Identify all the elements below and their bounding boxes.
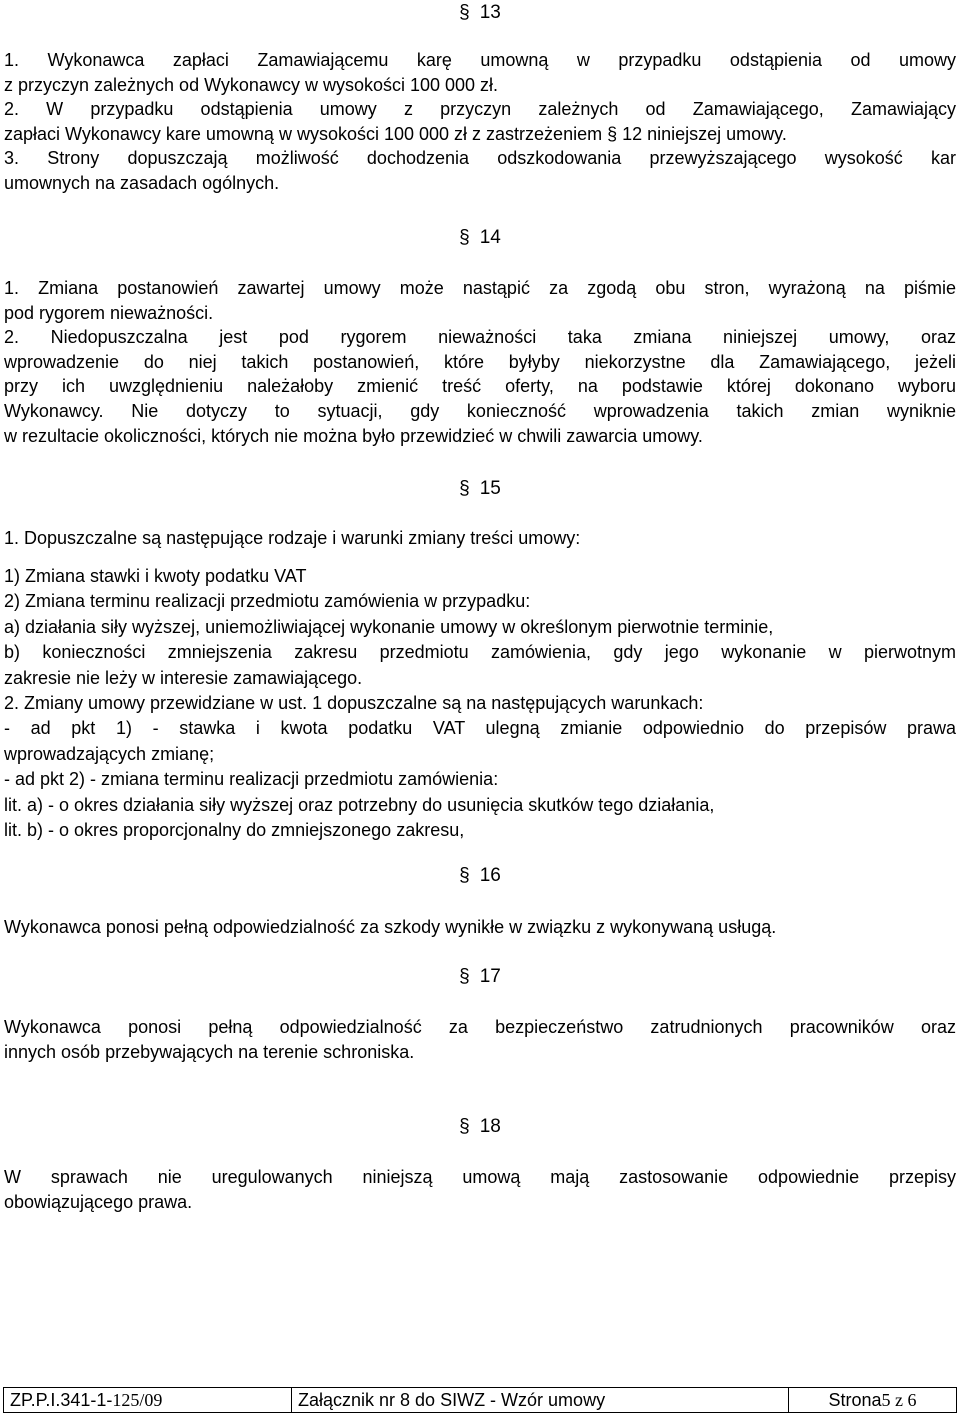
section-symbol: §: [459, 966, 470, 987]
section-number: 17: [479, 966, 501, 987]
text-line: pod rygorem nieważności.: [4, 302, 214, 323]
page-total: 6: [907, 1389, 917, 1410]
section-symbol: §: [459, 2, 470, 23]
text-line: 2) Zmiana terminu realizacji przedmiotu zamówienia w przypadku:: [4, 591, 531, 612]
text-line: lit. b) - o okres proporcjonalny do zmniejszonego zakresu,: [4, 820, 465, 841]
text-line: zapłaci Wykonawcy kare umowną w wysokości 100 000 zł z zastrzeżeniem § 12 niniejszej umowy.: [4, 123, 787, 144]
text-line: b) konieczności zmniejszenia zakresu przedmiotu zamówienia, gdy jego wykonanie w pierwotnym: [4, 642, 956, 663]
text-line: 1) Zmiana stawki i kwoty podatku VAT: [4, 566, 307, 586]
text-line: 1. Wykonawca zapłaci Zamawiającemu karę umowną w przypadku odstąpienia od umowy: [4, 50, 956, 70]
section-symbol: §: [459, 1116, 470, 1137]
section-symbol: §: [459, 865, 470, 886]
footer-reference-prefix: ZP.P.I.341-1-: [10, 1389, 113, 1410]
text-line: lit. a) - o okres działania siły wyższej oraz potrzebny do usunięcia skutków tego działania,: [4, 794, 715, 815]
text-line: 2. W przypadku odstąpienia umowy z przyczyn zależnych od Zamawiającego, Zamawiający: [4, 99, 956, 120]
section-number: 15: [479, 478, 501, 499]
text-line: wprowadzających zmianę;: [4, 743, 215, 764]
paragraph-14: [4, 276, 956, 448]
paragraph-15-intro: [4, 526, 956, 551]
text-line: przy ich uwzględnieniu należałoby zmienić treść oferty, na podstawie której dokonano wyboru: [4, 376, 956, 397]
section-number: 18: [479, 1116, 501, 1137]
section-heading-14: [0, 227, 960, 249]
text-line: obowiązującego prawa.: [4, 1191, 193, 1212]
section-number: 14: [479, 227, 501, 248]
footer-title: [292, 1388, 789, 1412]
footer-title-text: Załącznik nr 8 do SIWZ - Wzór umowy: [298, 1389, 606, 1410]
section-symbol: §: [459, 478, 470, 499]
text-line: zakresie nie leży w interesie zamawiającego.: [4, 667, 363, 688]
section-heading-15: [0, 478, 960, 500]
text-line: wprowadzenie do niej takich postanowień, które byłyby niekorzystne dla Zamawiającego, jeżeli: [4, 351, 956, 372]
text-line: 1. Dopuszczalne są następujące rodzaje i warunki zmiany treści umowy:: [4, 528, 581, 548]
page-of: z: [890, 1389, 908, 1410]
page-current: 5: [881, 1389, 891, 1410]
text-line: 2. Niedopuszczalna jest pod rygorem nieważności taka zmiana niniejszej umowy, oraz: [4, 327, 956, 348]
section-symbol: §: [459, 227, 470, 248]
text-line: 1. Zmiana postanowień zawartej umowy może nastąpić za zgodą obu stron, wyrażoną na piśmie: [4, 278, 956, 298]
page-label: Strona: [828, 1389, 882, 1410]
section-heading-17: [0, 966, 960, 988]
text-line: 2. Zmiany umowy przewidziane w ust. 1 dopuszczalne są na następujących warunkach:: [4, 693, 704, 714]
section-heading-13: [0, 2, 960, 24]
footer-reference-number: 125/09: [112, 1389, 163, 1410]
text-line: z przyczyn zależnych od Wykonawcy w wysokości 100 000 zł.: [4, 74, 499, 95]
text-line: umownych na zasadach ogólnych.: [4, 172, 280, 193]
text-line: innych osób przebywających na terenie schroniska.: [4, 1041, 415, 1062]
text-line: a) działania siły wyższej, uniemożliwiającej wykonanie umowy w określonym pierwotnie terminie,: [4, 616, 774, 637]
text-line: 3. Strony dopuszczają możliwość dochodzenia odszkodowania przewyższającego wysokość kar: [4, 148, 956, 169]
text-line: w rezultacie okoliczności, których nie można było przewidzieć w chwili zawarcia umowy.: [4, 425, 703, 446]
text-line: - ad pkt 2) - zmiana terminu realizacji przedmiotu zamówienia:: [4, 769, 499, 790]
section-heading-16: [0, 865, 960, 887]
paragraph-17: [4, 1015, 956, 1064]
paragraph-15: [4, 564, 956, 843]
text-line: Wykonawca ponosi pełną odpowiedzialność za bezpieczeństwo zatrudnionych pracowników oraz: [4, 1017, 956, 1037]
section-heading-18: [0, 1116, 960, 1138]
footer-page-number: [789, 1388, 956, 1412]
text-line: Wykonawca ponosi pełną odpowiedzialność za szkody wynikłe w związku z wykonywaną usługą.: [4, 917, 777, 937]
section-number: 13: [479, 2, 501, 23]
paragraph-18: [4, 1165, 956, 1214]
footer-reference: [4, 1388, 292, 1412]
paragraph-16: [4, 915, 956, 940]
text-line: Wykonawcy. Nie dotyczy to sytuacji, gdy konieczność wprowadzenia takich zmian wyniknie: [4, 400, 956, 421]
paragraph-13: [4, 48, 956, 196]
section-number: 16: [479, 865, 501, 886]
text-line: W sprawach nie uregulowanych niniejszą umową mają zastosowanie odpowiednie przepisy: [4, 1167, 956, 1187]
text-line: - ad pkt 1) - stawka i kwota podatku VAT ulegną zmianie odpowiednio do przepisów prawa: [4, 718, 956, 739]
page-footer: [3, 1387, 957, 1413]
